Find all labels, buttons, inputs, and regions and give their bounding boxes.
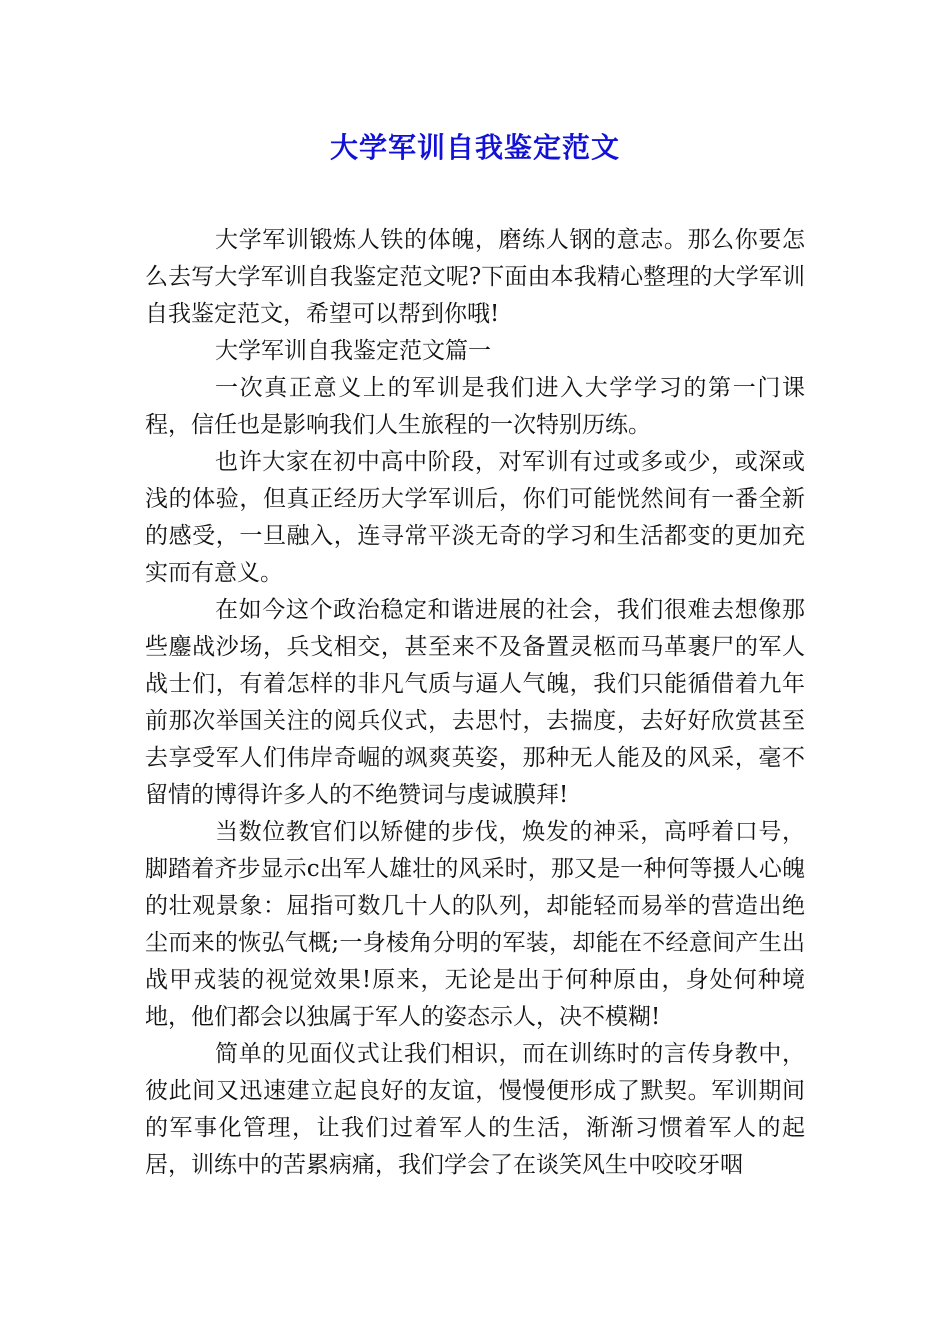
paragraph: 也许大家在初中高中阶段，对军训有过或多或少，或深或浅的体验，但真正经历大学军训后，你们可能恍然间有一番全新的感受，一旦融入，连寻常平淡无奇的学习和生活都变的更加充实而有意义。 [145, 449, 805, 586]
paragraph: 一次真正意义上的军训是我们进入大学学习的第一门课程，信任也是影响我们人生旅程的一次特别历练。 [145, 375, 805, 438]
paragraph: 当数位教官们以矫健的步伐，焕发的神采，高呼着口号，脚踏着齐步显示c出军人雄壮的风采时，那又是一种何等摄人心魄的壮观景象：屈指可数几十人的队列，却能轻而易举的营造出绝尘而来的恢弘气概;一身棱角分明的军装，却能在不经意间产生出战甲戎装的视觉效果!原来，无论是出于何种原由，身处何种境地，他们都会以独属于军人的姿态示人，决不模糊! [145, 819, 805, 1030]
document-title: 大学军训自我鉴定范文 [329, 131, 620, 164]
document-body [145, 222, 805, 1184]
paragraph: 在如今这个政治稳定和谐进展的社会，我们很难去想像那些鏖战沙场，兵戈相交，甚至来不及备置灵柩而马革裹尸的军人战士们，有着怎样的非凡气质与逼人气魄，我们只能循借着九年前那次举国关注的阅兵仪式，去思忖，去揣度，去好好欣赏甚至去享受军人们伟岸奇崛的飒爽英姿，那种无人能及的风采，毫不留情的博得许多人的不绝赞词与虔诚膜拜! [145, 597, 805, 808]
paragraph-intro: 大学军训锻炼人铁的体魄，磨练人钢的意志。那么你要怎么去写大学军训自我鉴定范文呢?下面由本我精心整理的大学军训自我鉴定范文，希望可以帮到你哦! [145, 227, 805, 327]
paragraph-section-heading: 大学军训自我鉴定范文篇一 [215, 338, 491, 364]
paragraph: 简单的见面仪式让我们相识，而在训练时的言传身教中，彼此间又迅速建立起良好的友谊，慢慢便形成了默契。军训期间的军事化管理，让我们过着军人的生活，渐渐习惯着军人的起居，训练中的苦累病痛，我们学会了在谈笑风生中咬咬牙咽 [145, 1041, 805, 1178]
